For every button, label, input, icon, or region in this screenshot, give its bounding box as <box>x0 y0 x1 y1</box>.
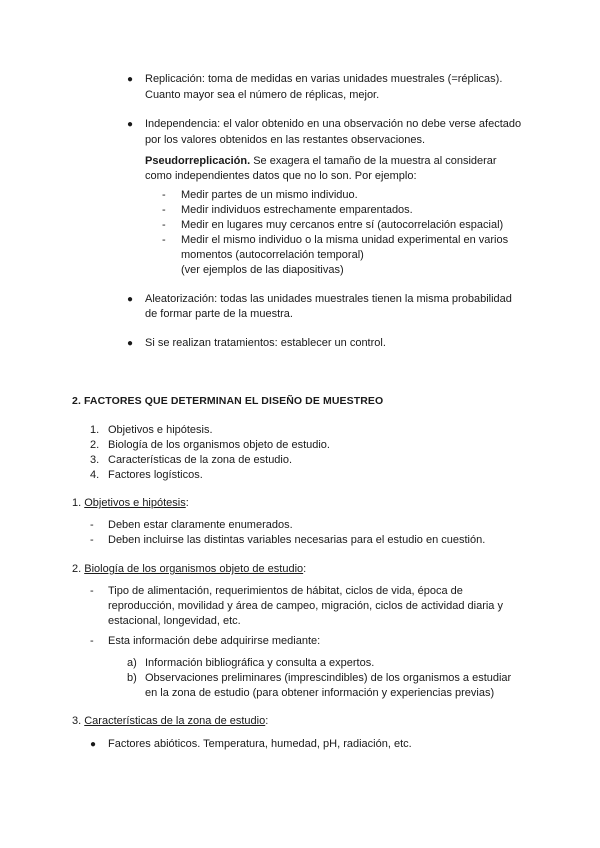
sub3-heading <box>72 714 268 729</box>
dash-marker: - <box>162 204 166 216</box>
sub2-item2: Esta información debe adquirirse mediante: <box>108 635 321 647</box>
bullet-icon: ● <box>127 338 134 349</box>
list-number: 1. <box>90 424 100 436</box>
control-line: Si se realizan tratamientos: establecer un control. <box>145 337 386 349</box>
pseudo-item: Medir el mismo individuo o la misma unidad experimental en varios <box>181 234 509 246</box>
lettered-item: Observaciones preliminares (imprescindibles) de los organismos a estudiar <box>145 672 512 684</box>
pseudo-title: Pseudorreplicación. <box>145 155 251 167</box>
sub1-item: Deben incluirse las distintas variables necesarias para el estudio en cuestión. <box>108 534 486 546</box>
pseudo-item-cont: (ver ejemplos de las diapositivas) <box>181 264 344 276</box>
lettered-item-cont: en la zona de estudio (para obtener información y experiencias previas) <box>145 687 495 699</box>
lettered-item: Información bibliográfica y consulta a expertos. <box>145 657 375 669</box>
dash-marker: - <box>90 635 94 647</box>
sub1-suffix: : <box>185 497 189 509</box>
bullet-icon: ● <box>127 119 134 130</box>
sub3-title: Características de la zona de estudio <box>84 715 266 727</box>
bullet-icon: ● <box>127 294 134 305</box>
pseudo-line-1 <box>145 154 497 169</box>
sub2-prefix: 2. <box>72 563 85 575</box>
sub1-prefix: 1. <box>72 497 85 509</box>
sub2-item1-line: estacional, longevidad, etc. <box>108 615 241 627</box>
sub2-item1-line: Tipo de alimentación, requerimientos de hábitat, ciclos de vida, época de <box>108 585 463 597</box>
replicacion-line-1: Replicación: toma de medidas en varias unidades muestrales (=réplicas). <box>145 73 503 85</box>
numbered-item: Factores logísticos. <box>108 469 203 481</box>
sub2-title: Biología de los organismos objeto de estudio <box>84 563 304 575</box>
section-heading: 2. FACTORES QUE DETERMINAN EL DISEÑO DE MUESTREO <box>72 395 384 407</box>
replicacion-line-2: Cuanto mayor sea el número de réplicas, mejor. <box>145 89 380 101</box>
dash-marker: - <box>162 189 166 201</box>
list-number: 2. <box>90 439 100 451</box>
pseudo-item: Medir en lugares muy cercanos entre sí (autocorrelación espacial) <box>181 219 504 231</box>
pseudo-text: Se exagera el tamaño de la muestra al considerar <box>250 155 497 167</box>
bullet-icon: ● <box>127 74 134 85</box>
sub2-heading <box>72 562 306 577</box>
dash-marker: - <box>90 519 94 531</box>
aleatorizacion-line-1: Aleatorización: todas las unidades muestrales tienen la misma probabilidad <box>145 293 512 305</box>
list-number: 3. <box>90 454 100 466</box>
pseudo-item-cont: momentos (autocorrelación temporal) <box>181 249 364 261</box>
numbered-item: Objetivos e hipótesis. <box>108 424 213 436</box>
sub3-item: Factores abióticos. Temperatura, humedad, pH, radiación, etc. <box>108 738 412 750</box>
sub1-item: Deben estar claramente enumerados. <box>108 519 293 531</box>
independencia-line-2: por los valores obtenidos en las restantes observaciones. <box>145 134 426 146</box>
independencia-line-1: Independencia: el valor obtenido en una observación no debe verse afectado <box>145 118 522 130</box>
dash-marker: - <box>162 219 166 231</box>
sub3-suffix: : <box>265 715 269 727</box>
sub3-prefix: 3. <box>72 715 85 727</box>
aleatorizacion-line-2: de formar parte de la muestra. <box>145 308 293 320</box>
dash-marker: - <box>90 534 94 546</box>
pseudo-item: Medir partes de un mismo individuo. <box>181 189 358 201</box>
sub1-heading <box>72 496 189 511</box>
dash-marker: - <box>162 234 166 246</box>
numbered-item: Biología de los organismos objeto de estudio. <box>108 439 330 451</box>
list-letter: b) <box>127 672 137 684</box>
numbered-item: Características de la zona de estudio. <box>108 454 293 466</box>
sub2-suffix: : <box>303 563 307 575</box>
list-number: 4. <box>90 469 100 481</box>
list-letter: a) <box>127 657 137 669</box>
pseudo-line-2: como independientes datos que no lo son. Por ejemplo: <box>145 170 417 182</box>
sub2-item1-line: reproducción, movilidad y área de campeo, migración, ciclos de actividad diaria y <box>108 600 503 612</box>
bullet-icon: ● <box>90 739 97 750</box>
pseudo-item: Medir individuos estrechamente emparentados. <box>181 204 413 216</box>
sub1-title: Objetivos e hipótesis <box>84 497 186 509</box>
dash-marker: - <box>90 585 94 597</box>
